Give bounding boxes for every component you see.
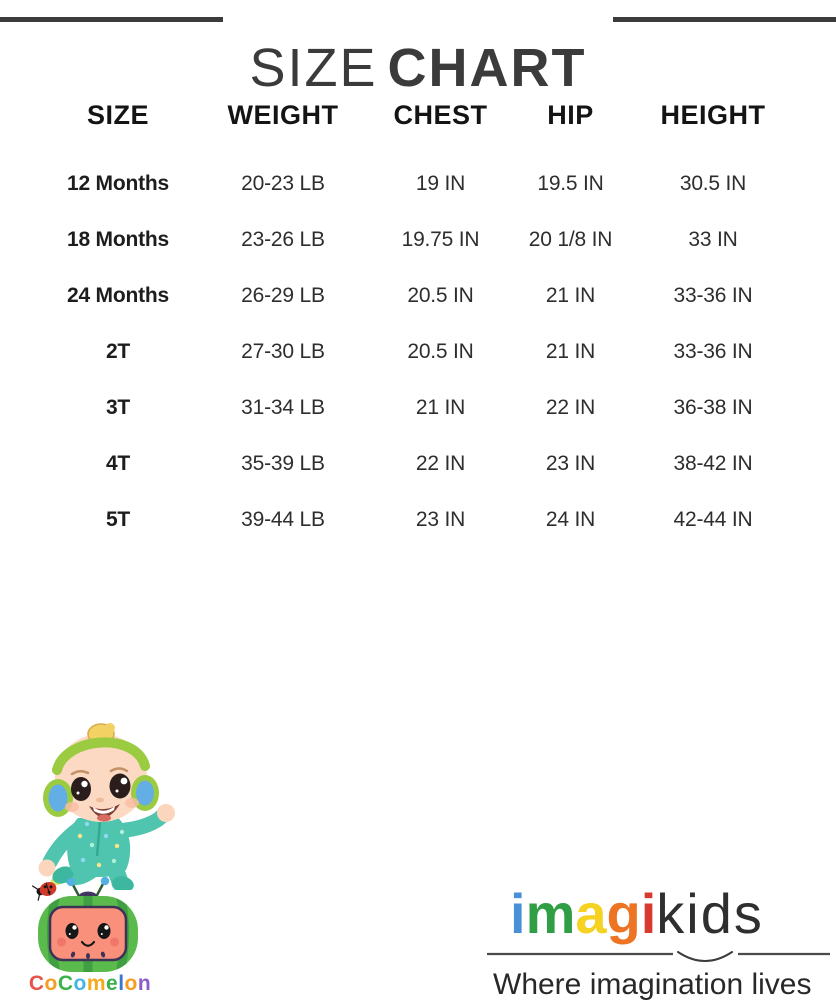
size-cell: 18 Months [66,228,170,251]
jj-right-hand [157,804,175,822]
title-rule-right [613,17,836,22]
chest-cell: 21 IN [415,396,466,419]
size-cell: 5T [105,508,131,531]
table-row [38,268,798,324]
melon-screen [50,907,126,960]
table-row [38,436,798,492]
jj-left-hand [39,860,56,877]
jj-right-arm [126,817,161,830]
height-cell: 33-36 IN [673,284,753,307]
size-cell: 24 Months [66,284,170,307]
weight-cell: 35-39 LB [241,452,325,475]
height-cell: 36-38 IN [673,396,753,419]
table-row [38,324,798,380]
imagi-colored-letters: imagi [510,882,657,945]
chest-cell: 19 IN [415,172,466,195]
hip-cell: 23 IN [545,452,596,475]
weight-cell: 26-29 LB [241,284,325,307]
size-table [38,86,798,548]
table-row [38,212,798,268]
table-body [38,156,798,548]
hip-cell: 24 IN [545,508,596,531]
chest-cell: 22 IN [415,452,466,475]
column-header-height: HEIGHT [660,99,766,130]
column-header-chest: CHEST [393,99,488,130]
hip-cell: 19.5 IN [537,172,604,195]
cocomelon-melon-logo-icon [26,876,154,974]
chest-cell: 20.5 IN [407,284,474,307]
size-cell: 4T [105,452,131,475]
table-row [38,492,798,548]
height-cell: 38-42 IN [673,452,753,475]
weight-cell: 27-30 LB [241,340,325,363]
page-title-size: SIZE [249,38,378,99]
chest-cell: 19.75 IN [401,228,480,251]
weight-cell: 23-26 LB [241,228,325,251]
imagikids-wordmark [510,884,764,944]
table-header-row [38,86,798,144]
height-cell: 33-36 IN [673,340,753,363]
height-cell: 33 IN [688,228,738,251]
chest-cell: 23 IN [415,508,466,531]
imagikids-tagline: Where imagination lives [493,968,812,1001]
hip-cell: 22 IN [545,396,596,419]
hip-cell: 21 IN [545,284,596,307]
chest-cell: 20.5 IN [407,340,474,363]
column-header-weight: WEIGHT [227,99,339,130]
column-header-size: SIZE [86,99,149,130]
imagikids-logo-block [480,884,836,1000]
jj-character-icon [8,718,203,890]
table-row [38,380,798,436]
ladybug-icon [32,879,58,901]
size-cell: 2T [105,340,131,363]
weight-cell: 20-23 LB [241,172,325,195]
imagikids-underline-smile-icon [480,946,836,970]
height-cell: 30.5 IN [679,172,747,195]
table-row [38,156,798,212]
cocomelon-wordmark: CoComelon [28,972,152,995]
hip-cell: 20 1/8 IN [528,228,613,251]
weight-cell: 39-44 LB [241,508,325,531]
page-title-chart: CHART [387,38,587,99]
column-header-hip: HIP [547,99,594,130]
size-cell: 12 Months [66,172,170,195]
weight-cell: 31-34 LB [241,396,325,419]
size-cell: 3T [105,396,131,419]
kids-text: kids [656,882,764,945]
height-cell: 42-44 IN [673,508,753,531]
title-rule-left [0,17,223,22]
hip-cell: 21 IN [545,340,596,363]
